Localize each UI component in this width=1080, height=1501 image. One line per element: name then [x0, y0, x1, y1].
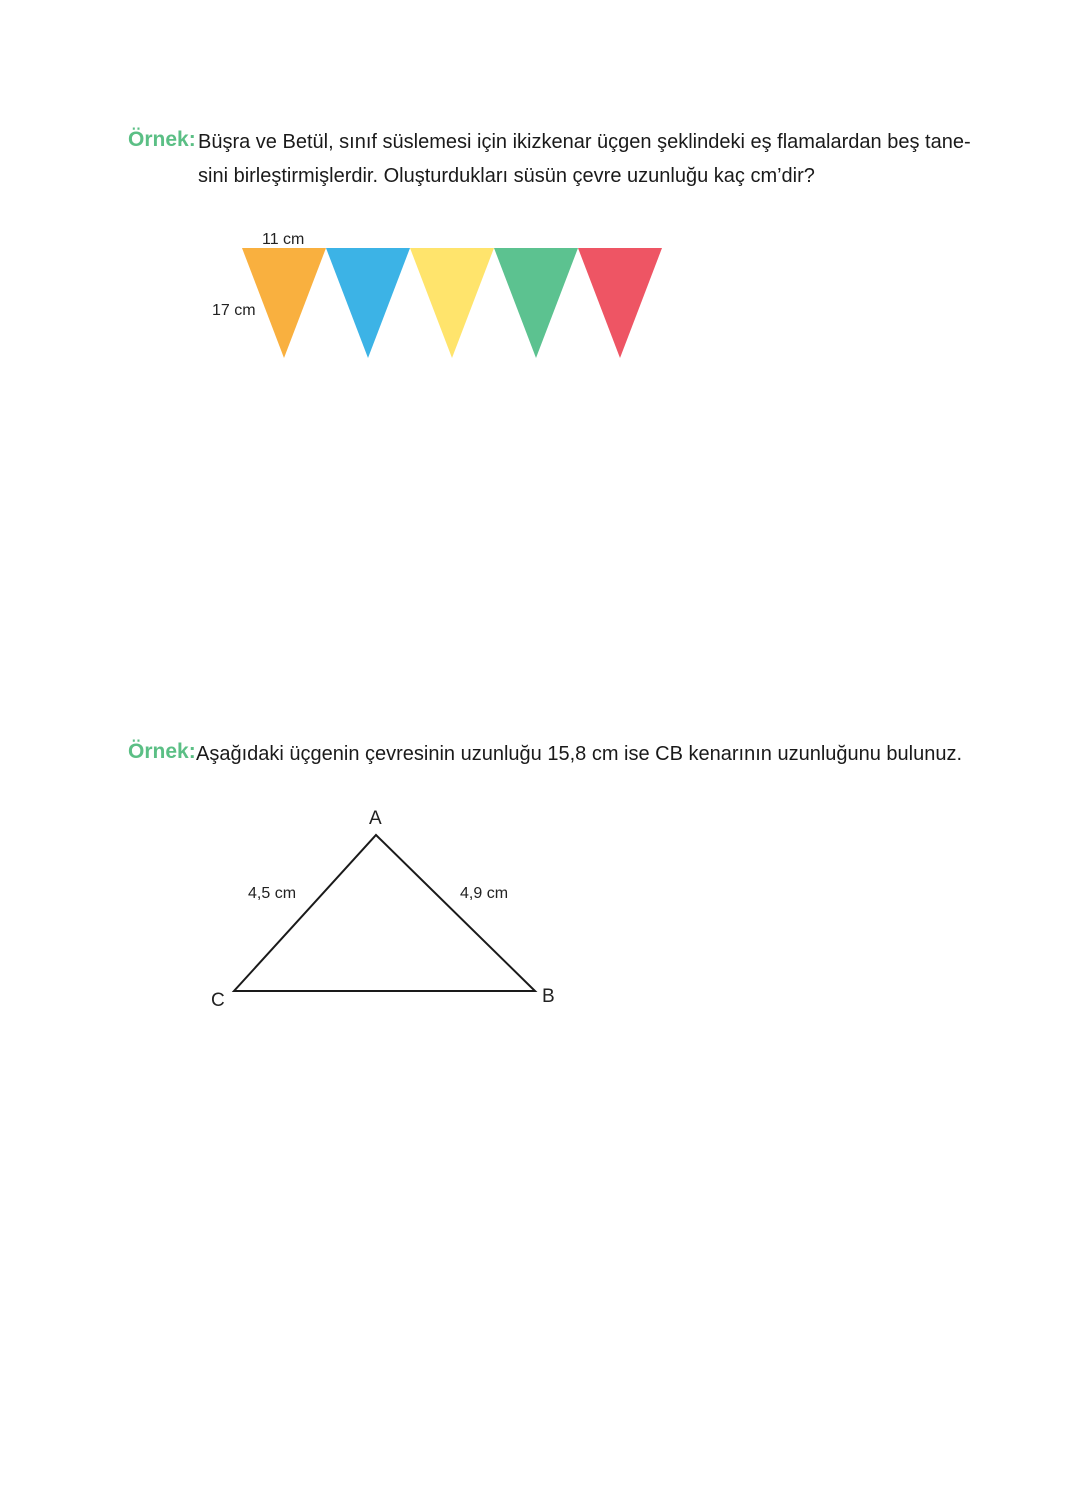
- vertex-a-label: A: [369, 808, 382, 829]
- example-1-question: [198, 125, 998, 193]
- example-1-label: Örnek:: [128, 128, 196, 151]
- side-ac-label: 4,5 cm: [248, 885, 297, 902]
- triangle-figure: [200, 800, 580, 1020]
- flag-blue: [326, 248, 410, 358]
- example-2-question: Aşağıdaki üçgenin çevresinin uzunluğu 15,8 cm ise CB kenarının uzunluğunu bulunuz.: [196, 743, 963, 765]
- side-ab-label: 4,9 cm: [460, 885, 509, 902]
- bunting-figure: [200, 220, 680, 370]
- flag-side-label: 17 cm: [212, 302, 256, 319]
- flag-base-label: 11 cm: [262, 231, 305, 248]
- flag-yellow: [410, 248, 494, 358]
- vertex-b-label: B: [542, 986, 555, 1007]
- example-1-question-line-1: Büşra ve Betül, sınıf süslemesi için ikizkenar üçgen şeklindeki eş flamalardan beş tane-: [198, 131, 971, 153]
- example-1-question-line-2: sini birleştirmişlerdir. Oluşturdukları süsün çevre uzunluğu kaç cm’dir?: [198, 165, 815, 187]
- flag-green: [494, 248, 578, 358]
- example-2-label: Örnek:: [128, 740, 196, 763]
- vertex-c-label: C: [211, 990, 225, 1011]
- flag-red: [578, 248, 662, 358]
- triangle-abc: [234, 835, 535, 991]
